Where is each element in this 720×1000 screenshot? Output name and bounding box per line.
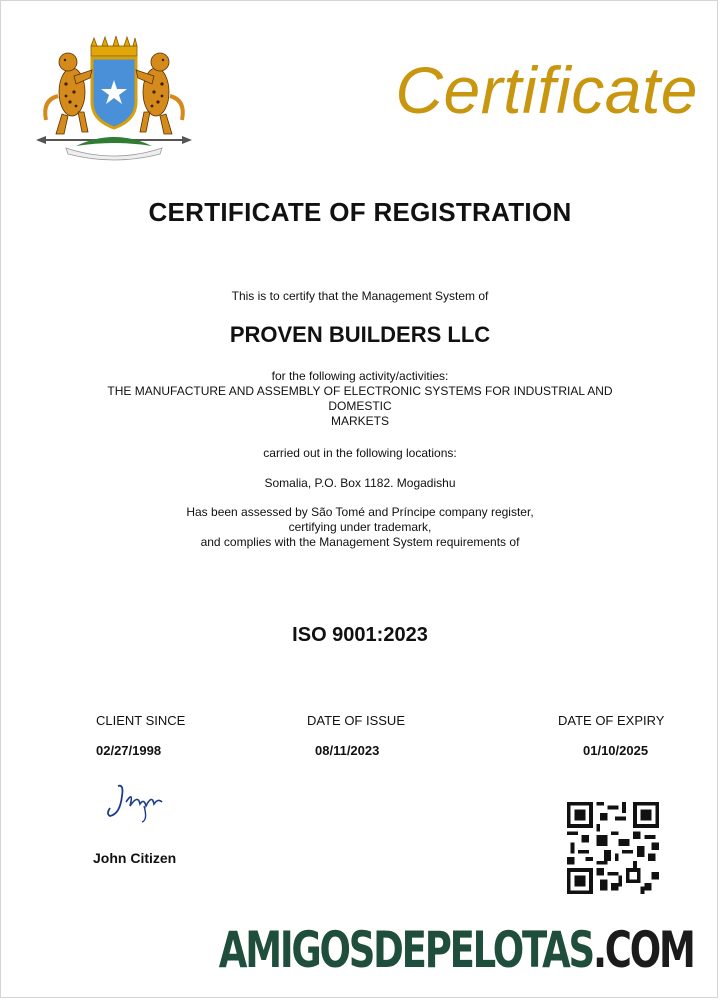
iso-standard: ISO 9001:2023 (292, 624, 428, 646)
activity-line-3: MARKETS (330, 414, 389, 428)
date-of-expiry-label: DATE OF EXPIRY (558, 713, 665, 728)
date-of-expiry-value: 01/10/2025 (583, 743, 649, 758)
activity-line-1: THE MANUFACTURE AND ASSEMBLY OF ELECTRONIC SYSTEMS FOR INDUSTRIAL AND (107, 384, 613, 398)
page-title: CERTIFICATE OF REGISTRATION (148, 197, 572, 227)
company-name: PROVEN BUILDERS LLC (229, 322, 491, 347)
location-address: Somalia, P.O. Box 1182. Mogadishu (264, 476, 456, 490)
signatory-name: John Citizen (93, 850, 177, 866)
client-since-label: CLIENT SINCE (96, 713, 186, 728)
activity-line-2: DOMESTIC (328, 399, 392, 413)
assessment-block (0, 505, 720, 550)
activity-block (0, 369, 720, 429)
activity-label: for the following activity/activities: (271, 369, 449, 383)
client-since-value: 02/27/1998 (96, 743, 162, 758)
certificate-heading-script: Certificate (395, 53, 698, 127)
coat-of-arms-icon (36, 36, 192, 162)
watermark-text (219, 921, 694, 979)
watermark-main: AMIGOSDEPELOTAS (219, 921, 594, 979)
assessment-line-1: Has been assessed by São Tomé and Príncipe company register, (186, 505, 534, 519)
assessment-line-3: and complies with the Management System requirements of (200, 535, 520, 549)
watermark-suffix: .COM (593, 921, 694, 979)
date-of-issue-label: DATE OF ISSUE (307, 713, 405, 728)
intro-text: This is to certify that the Management System of (231, 289, 489, 303)
date-of-issue-value: 08/11/2023 (315, 743, 380, 758)
handwritten-signature-icon (104, 780, 174, 824)
qr-code-icon[interactable] (567, 802, 659, 894)
locations-label: carried out in the following locations: (263, 446, 457, 460)
assessment-line-2: certifying under trademark, (288, 520, 432, 534)
